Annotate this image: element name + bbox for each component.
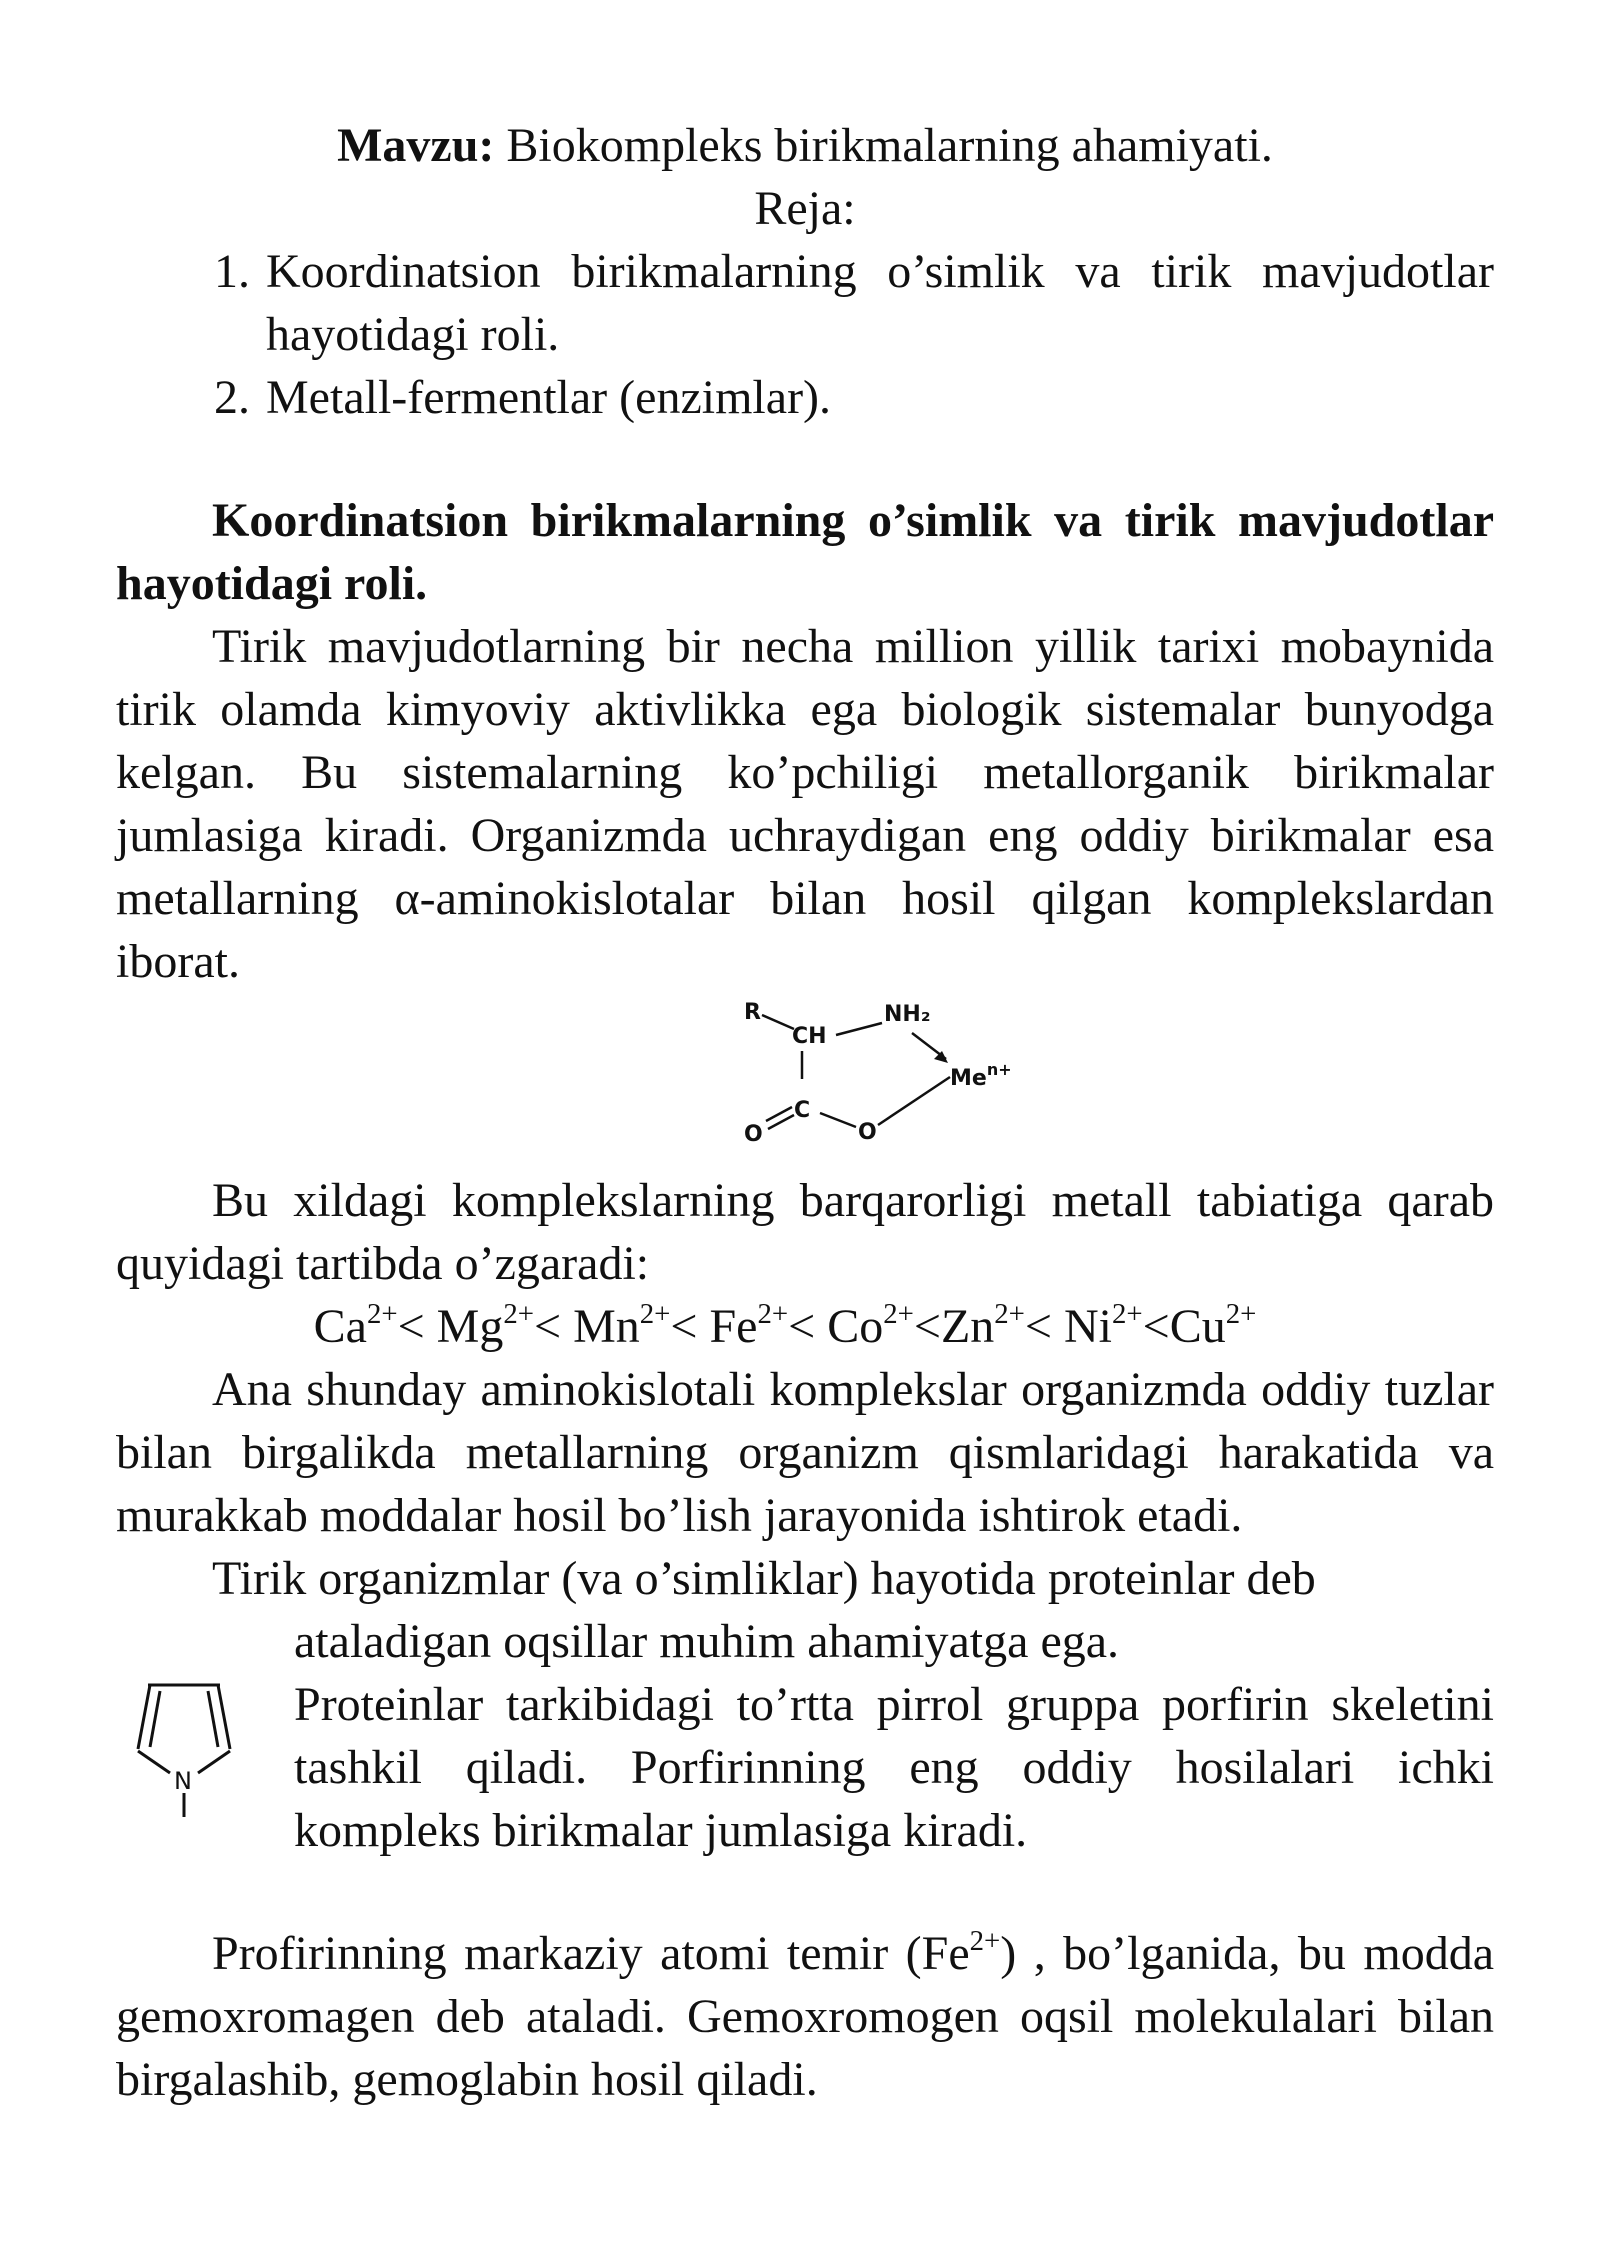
section-heading: [116, 489, 1494, 615]
series-charge: 2+: [994, 1298, 1025, 1330]
plan-item: 1. Koordinatsion birikmalarning o’simlik va tirik mavjudotlar hayotidagi roli.: [262, 240, 1494, 366]
o-double-label: O: [744, 1122, 763, 1147]
ch-label: CH: [792, 1024, 827, 1049]
r-label: R: [744, 1000, 761, 1025]
page-title: [116, 114, 1494, 177]
section-heading-text: Koordinatsion birikmalarning o’simlik va tirik mavjudotlar hayotidagi roli.: [116, 494, 1494, 610]
amino-acid-complex-diagram: [116, 993, 1494, 1169]
p6-start: Profirinning markaziy atomi temir (Fe: [212, 1927, 970, 1980]
series-charge: 2+: [1225, 1298, 1257, 1330]
series-charge: 2+: [639, 1298, 671, 1330]
paragraph-4-rest: ataladigan oqsillar muhim ahamiyatga ega.: [294, 1615, 1120, 1668]
series-ion: Cu: [1169, 1300, 1226, 1353]
c-label: C: [794, 1098, 811, 1123]
plan-list: [116, 240, 1494, 429]
paragraph-2: Bu xildagi komplekslarning barqarorligi metall tabiatiga qarab quyidagi tartibda o’zgaradi:: [116, 1174, 1494, 1290]
bond-ch-nh2: [836, 1023, 882, 1035]
p6-end: ) , bo’lganida, bu modda gemoxromagen deb ataladi. Gemoxromogen oqsil molekulalari bilan birgalashib, gemoglabin hosil qiladi.: [116, 1927, 1494, 2106]
series-ion: Mn: [573, 1300, 640, 1353]
series-ion: Ni: [1063, 1300, 1112, 1353]
series-ion: Fe: [709, 1300, 758, 1353]
pyrrole-ring-icon: [116, 1669, 256, 1849]
stability-series: [116, 1295, 1494, 1358]
series-charge: 2+: [883, 1298, 914, 1330]
series-separator: <: [913, 1300, 941, 1353]
document-body: [116, 114, 1494, 2111]
o-single-label: O: [858, 1120, 877, 1145]
series-separator: <: [670, 1300, 710, 1353]
paragraph-4-first-line: Tirik organizmlar (va o’simliklar) hayotida proteinlar deb: [212, 1552, 1316, 1605]
series-charge: 2+: [503, 1298, 534, 1330]
paragraph-1: Tirik mavjudotlarning bir necha million yillik tarixi mobaynida tirik olamda kimyoviy aktivlikka ega biologik sistemalar bunyodga kelgan. Bu sistemalarning ko’pchiligi metallorganik birikmalar jumlasiga kiradi. Organizmda uchraydigan eng oddiy birikmalar esa metallarning α-aminokislotalar bilan hosil qilgan komplekslardan iborat.: [116, 620, 1494, 988]
series-separator: <: [1024, 1300, 1064, 1353]
spacer: [116, 429, 1494, 489]
series-ion: Mg: [436, 1300, 504, 1353]
title-label: Mavzu:: [337, 119, 495, 172]
series-separator: <: [1142, 1300, 1170, 1353]
plan-heading: Reja:: [754, 182, 856, 235]
series-charge: 2+: [1111, 1298, 1143, 1330]
pyrrole-block: [116, 1673, 1494, 1862]
series-separator: <: [397, 1300, 437, 1353]
nh2-label: NH₂: [884, 1002, 931, 1027]
series-separator: <: [788, 1300, 828, 1353]
title-text: Biokompleks birikmalarning ahamiyati.: [494, 119, 1273, 172]
pyrrole-n-label: N: [174, 1767, 192, 1795]
paragraph-5: Proteinlar tarkibidagi to’rtta pirrol gruppa porfirin skeletini tashkil qiladi. Porfirinning eng oddiy hosilalari ichki kompleks birikmalar jumlasiga kiradi.: [294, 1678, 1494, 1857]
p6-charge: 2+: [969, 1925, 1001, 1957]
series-separator: <: [534, 1300, 574, 1353]
spacer: [116, 1862, 1494, 1922]
plan-item: 2. Metall-fermentlar (enzimlar).: [262, 366, 1494, 429]
metal-label: $Me^{n+}$: [950, 1060, 1012, 1091]
series-ion: Co: [827, 1300, 884, 1353]
paragraph-6: [116, 1922, 1494, 2111]
series-ion: Zn: [940, 1300, 995, 1353]
series-charge: 2+: [366, 1298, 398, 1330]
bond-o-metal: [878, 1077, 950, 1125]
series-ion: Ca: [313, 1300, 367, 1353]
paragraph-3: Ana shunday aminokislotali komplekslar organizmda oddiy tuzlar bilan birgalikda metallarning organizm qismlaridagi harakatida va murakkab moddalar hosil bo’lish jarayonida ishtirok etadi.: [116, 1363, 1494, 1542]
bond-c-o: [820, 1113, 856, 1127]
bond-r-ch: [762, 1015, 794, 1029]
series-charge: 2+: [757, 1298, 789, 1330]
